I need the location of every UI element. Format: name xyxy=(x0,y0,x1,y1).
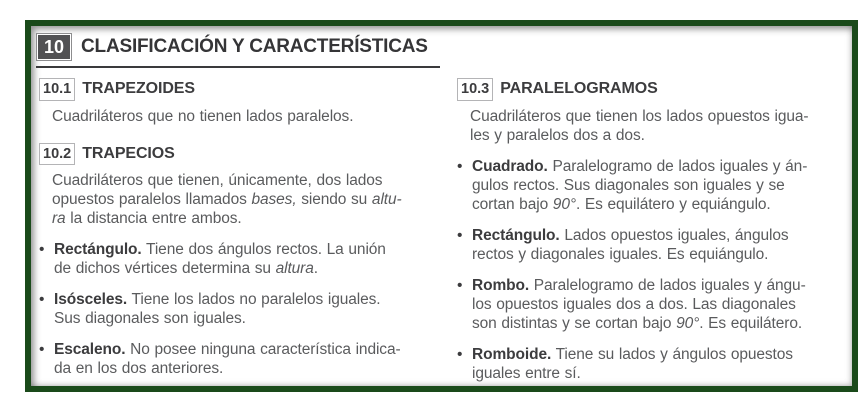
bullet-item xyxy=(457,226,847,264)
italic-text: bases, xyxy=(251,191,297,208)
text-segment: . Es equilátero. xyxy=(699,314,803,332)
section-number-badge: 10.3 xyxy=(457,78,493,101)
bullet-line xyxy=(54,340,429,359)
bullet-line xyxy=(472,295,847,314)
text-segment: Cuadriláteros que no tienen lados paralelos. xyxy=(52,107,354,125)
section-title: TRAPECIOS xyxy=(82,144,175,162)
bullet-marker: • xyxy=(457,276,463,294)
text-segment: da en los dos anteriores. xyxy=(54,360,224,377)
section-number-badge: 10.1 xyxy=(39,78,75,101)
section-title: TRAPEZOIDES xyxy=(82,80,195,98)
bullet-line xyxy=(54,309,429,328)
italic-text: 90° xyxy=(676,314,700,332)
text-segment: gulos rectos. Sus diagonales son iguales y se xyxy=(472,176,785,194)
italic-text: altu- xyxy=(371,191,402,208)
bullet-line xyxy=(472,314,847,333)
text-segment: les y paralelos dos a dos. xyxy=(470,126,645,144)
right-column xyxy=(457,78,847,383)
text-segment: Paralelogramo de lados iguales y án- xyxy=(547,157,808,175)
text-segment: Tiene los lados no paralelos iguales. xyxy=(127,291,381,308)
bullet-item xyxy=(39,340,429,378)
section-paragraph xyxy=(52,107,429,126)
text-segment: la distancia entre ambos. xyxy=(65,210,242,227)
paragraph-line xyxy=(52,190,429,209)
section-paragraph xyxy=(52,171,429,228)
text-segment: cortan bajo xyxy=(472,195,553,213)
page-content xyxy=(31,26,852,386)
paragraph-line xyxy=(470,126,847,145)
italic-text: 90° xyxy=(552,195,576,213)
paragraph-line xyxy=(470,107,847,126)
text-segment: Tiene dos ángulos rectos. La unión xyxy=(141,241,386,258)
bullet-line xyxy=(54,240,429,259)
bullet-line xyxy=(54,290,429,309)
bullet-marker: • xyxy=(457,157,463,175)
text-segment: iguales entre sí. xyxy=(472,364,581,382)
bullet-line xyxy=(472,364,847,383)
bold-term: Rectángulo. xyxy=(472,226,560,244)
text-segment: Cuadriláteros que tienen los lados opuestos igua- xyxy=(470,107,809,125)
bullet-text xyxy=(54,240,429,278)
text-segment: Cuadriláteros que tienen, únicamente, dos lados xyxy=(52,172,383,189)
bullet-item xyxy=(457,345,847,383)
two-column-layout xyxy=(39,78,847,383)
section-heading xyxy=(457,78,847,101)
bullet-text xyxy=(472,276,847,333)
section-title: PARALELOGRAMOS xyxy=(500,80,658,98)
paragraph-line xyxy=(52,209,429,228)
section-paragraph xyxy=(470,107,847,145)
paragraph-line xyxy=(52,107,429,126)
italic-text: ra xyxy=(52,210,66,227)
bullet-line xyxy=(54,359,429,378)
bullet-marker: • xyxy=(39,341,45,358)
bullet-text xyxy=(54,290,429,328)
bullet-item xyxy=(457,276,847,333)
section-heading xyxy=(39,78,429,101)
section-number-badge: 10.2 xyxy=(39,143,75,166)
text-segment: siendo su xyxy=(296,191,372,208)
text-segment: . Es equilátero y equiángulo. xyxy=(575,195,771,213)
section-heading xyxy=(39,143,429,166)
bullet-line xyxy=(472,176,847,195)
bullet-text xyxy=(472,345,847,383)
text-segment: de dichos vértices determina su xyxy=(54,260,276,277)
bold-term: Isósceles. xyxy=(54,291,128,308)
bullet-marker: • xyxy=(457,345,463,363)
text-segment: Tiene su lados y ángulos opuestos xyxy=(551,345,793,363)
bullet-text xyxy=(472,226,847,264)
bullet-text xyxy=(472,157,847,214)
bullet-marker: • xyxy=(457,226,463,244)
text-segment: Lados opuestos iguales, ángulos xyxy=(559,226,789,244)
italic-text: altura xyxy=(275,260,314,277)
bullet-line xyxy=(54,259,429,278)
bold-term: Rombo. xyxy=(472,276,530,294)
bullet-line xyxy=(472,157,847,176)
section-header xyxy=(36,33,440,68)
text-segment: rectos y diagonales iguales. Es equiángulo. xyxy=(472,245,769,263)
text-segment: Paralelogramo de lados iguales y ángu- xyxy=(529,276,806,294)
bullet-marker: • xyxy=(39,241,45,258)
bold-term: Escaleno. xyxy=(54,341,126,358)
bullet-item xyxy=(39,240,429,278)
bullet-line xyxy=(472,345,847,364)
text-segment: los opuestos iguales dos a dos. Las diagonales xyxy=(472,295,796,313)
bullet-line xyxy=(472,226,847,245)
bullet-marker: • xyxy=(39,291,45,308)
text-segment: son distintas y se cortan bajo xyxy=(472,314,677,332)
text-segment: Sus diagonales son iguales. xyxy=(54,310,246,327)
bold-term: Cuadrado. xyxy=(472,157,548,175)
bold-term: Rectángulo. xyxy=(54,241,142,258)
bullet-item xyxy=(457,157,847,214)
bullet-item xyxy=(39,290,429,328)
page-title: CLASIFICACIÓN Y CARACTERÍSTICAS xyxy=(81,36,428,57)
chapter-number-badge: 10 xyxy=(36,33,72,61)
bullet-line xyxy=(472,276,847,295)
bullet-line xyxy=(472,245,847,264)
text-segment: . xyxy=(313,260,318,277)
left-column xyxy=(39,78,429,383)
bullet-line xyxy=(472,195,847,214)
bullet-text xyxy=(54,340,429,378)
paragraph-line xyxy=(52,171,429,190)
text-segment: No posee ninguna característica indica- xyxy=(125,341,401,358)
bold-term: Romboide. xyxy=(472,345,552,363)
page-frame xyxy=(25,20,858,392)
text-segment: opuestos paralelos llamados xyxy=(52,191,252,208)
